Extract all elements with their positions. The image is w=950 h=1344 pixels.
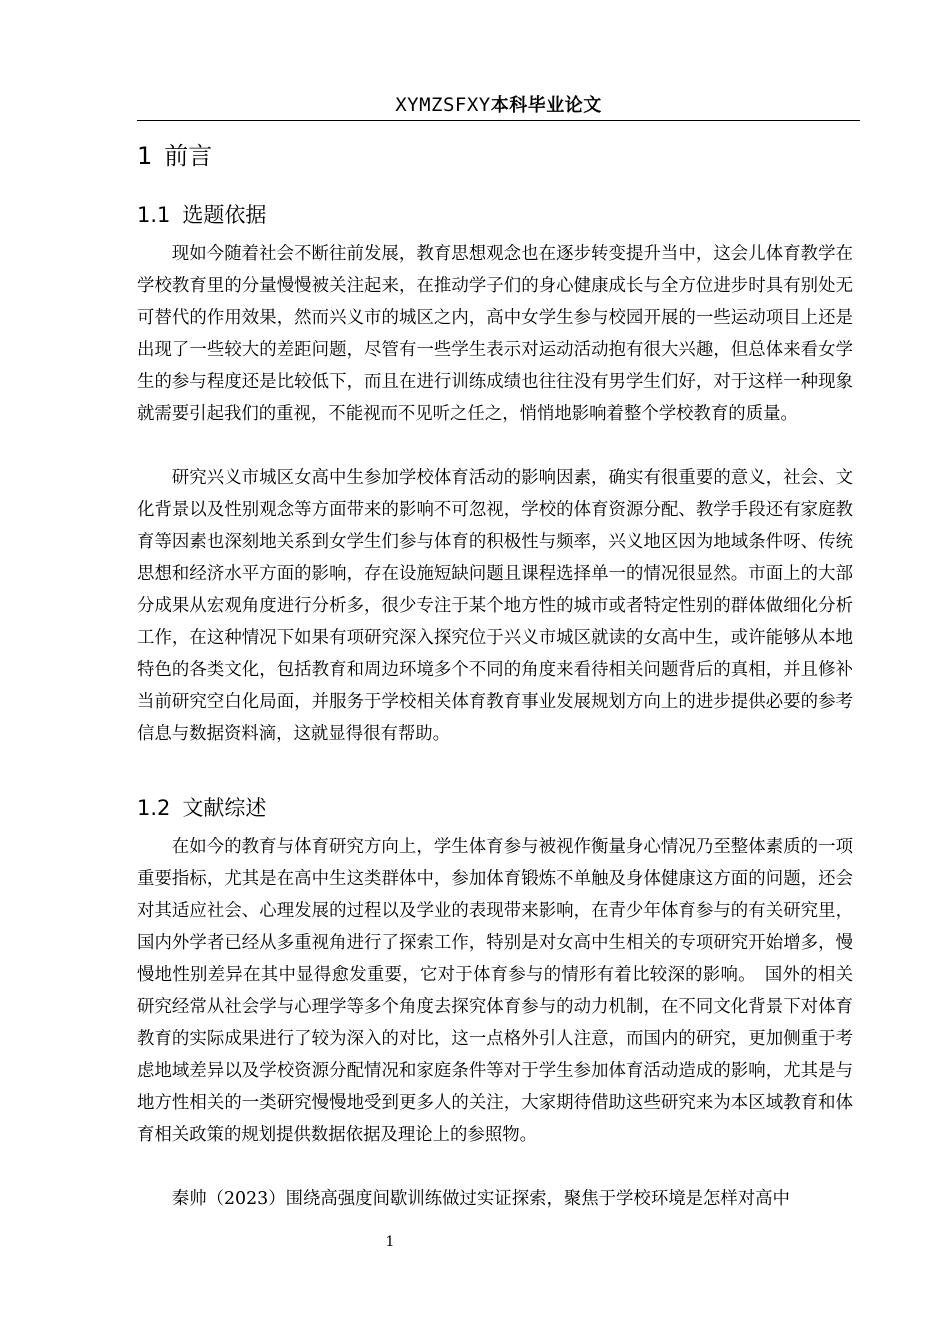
header-title: 本科毕业论文 xyxy=(490,95,602,116)
chapter-title: 前言 xyxy=(164,142,213,170)
chapter-heading xyxy=(137,138,212,174)
header-rule xyxy=(137,120,860,121)
section-heading-1-1 xyxy=(137,199,266,231)
running-header xyxy=(137,92,860,119)
section-title: 文献综述 xyxy=(182,796,267,820)
chapter-number: 1 xyxy=(137,142,153,170)
paragraph: 现如今随着社会不断往前发展，教育思想观念也在逐步转变提升当中，这会儿体育教学在学校教育里的分量慢慢被关注起来，在推动学子们的身心健康成长与全方位进步时具有别处无可替代的作用效果，然而兴义市的城区之内，高中女学生参与校园开展的一些运动项目上还是出现了一些较大的差距问题，尽管有一些学生表示对运动活动抱有很大兴趣，但总体来看女学生的参与程度还是比较低下，而且在进行训练成绩也往往没有男学生们好，对于这样一种现象就需要引起我们的重视，不能视而不见听之任之，悄悄地影响着整个学校教育的质量。 xyxy=(137,244,853,424)
section-number: 1.2 xyxy=(137,796,171,820)
section-heading-1-2 xyxy=(137,792,266,824)
section-title: 选题依据 xyxy=(182,203,267,227)
section-number: 1.1 xyxy=(137,203,171,227)
page-number: 1 xyxy=(385,1234,395,1250)
paragraph: 秦帅（2023）围绕高强度间歇训练做过实证探索，聚焦于学校环境是怎样对高中 xyxy=(171,1189,790,1209)
paragraph: 研究兴义市城区女高中生参加学校体育活动的影响因素，确实有很重要的意义，社会、文化背景以及性别观念等方面带来的影响不可忽视，学校的体育资源分配、教学手段还有家庭教育等因素也深刻地关系到女学生们参与体育的积极性与频率，兴义地区因为地域条件呀、传统思想和经济水平方面的影响，存在设施短缺问题且课程选择单一的情况很显然。市面上的大部分成果从宏观角度进行分析多，很少专注于某个地方性的城市或者特定性别的群体做细化分析工作，在这种情况下如果有项研究深入探究位于兴义市城区就读的女高中生，或许能够从本地特色的各类文化，包括教育和周边环境多个不同的角度来看待相关问题背后的真相，并且修补当前研究空白化局面，并服务于学校相关体育教育事业发展规划方向上的进步提供必要的参考信息与数据资料滴，这就显得很有帮助。 xyxy=(137,468,853,744)
header-code: XYMZSFXY xyxy=(395,94,491,116)
paragraph: 在如今的教育与体育研究方向上，学生体育参与被视作衡量身心情况乃至整体素质的一项重要指标，尤其是在高中生这类群体中，参加体育锻炼不单触及身体健康这方面的问题，还会对其适应社会、心理发展的过程以及学业的表现带来影响，在青少年体育参与的有关研究里，国内外学者已经从多重视角进行了探索工作，特别是对女高中生相关的专项研究开始增多，慢慢地性别差异在其中显得愈发重要，它对于体育参与的情形有着比较深的影响。 国外的相关研究经常从社会学与心理学等多个角度去探究体育参与的动力机制，在不同文化背景下对体育教育的实际成果进行了较为深入的对比，这一点格外引人注意，而国内的研究，更加侧重于考虑地域差异以及学校资源分配情况和家庭条件等对于学生参加体育活动造成的影响，尤其是与地方性相关的一类研究慢慢地受到更多人的关注，大家期待借助这些研究来为本区域教育和体育相关政策的规划提供数据依据及理论上的参照物。 xyxy=(137,837,853,1145)
